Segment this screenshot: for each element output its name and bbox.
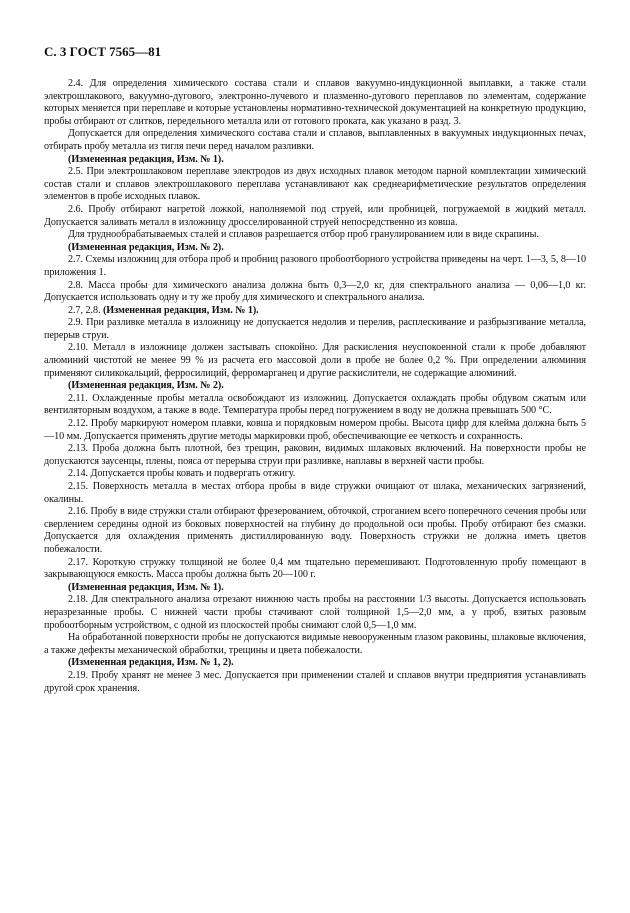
- amendment-note: (Измененная редакция, Изм. № 2).: [68, 380, 224, 392]
- paragraph: Для труднообрабатываемых сталей и сплавов разрешается отбор проб гранулированием или в виде скрапины.: [68, 229, 539, 241]
- page-header: С. 3 ГОСТ 7565—81: [44, 44, 162, 59]
- paragraph: 2.19. Пробу хранят не менее 3 мес. Допускается при применении сталей и сплавов внутри предприятия устанавливать другой срок хранения.: [44, 669, 586, 694]
- paragraph: 2.5. При электрошлаковом переплаве электродов из двух исходных плавок методом парной комплектации химический состав стали и сплавов электрошлакового переплава устанавливают как среднеарифметические результатов определения элементов в пробе исходных плавок.: [44, 166, 586, 203]
- paragraph: 2.13. Проба должна быть плотной, без трещин, раковин, видимых шлаковых включений. На поверхности пробы не допускаются заусенцы, плены, пояса от перерыва струи при разливке, наплавы в верхней части пробы.: [44, 443, 586, 467]
- paragraph: 2.17. Короткую стружку толщиной не более 0,4 мм тщательно перемешивают. Подготовленную пробу помещают в закрывающуюся емкость. Масса пробы должна быть 20—100 г.: [44, 556, 586, 581]
- paragraph: 2.4. Для определения химического состава стали и сплавов вакуумно-индукционной выплавки, а также стали электрошлакового, вакуумно-дугового, электронно-лучевого и плазменно-дугового переплавов по элементам, содержание которых меняется при переплаве и которые установлены нормативно-технической документацией на конкретную продукцию, пробы отбирают от слитков, передельного металла или от готового проката, как указано в разд. 3.: [44, 78, 586, 127]
- paragraph: 2.7. Схемы изложниц для отбора проб и пробниц разового пробоотборного устройства приведены на черт. 1—3, 5, 8—10 приложения 1.: [44, 254, 586, 278]
- paragraph: На обработанной поверхности пробы не допускаются видимые невооруженным глазом раковины, шлаковые включения, а также дефекты механической обработки, трещины и цвета побежалости.: [44, 632, 586, 656]
- amendment-note: (Измененная редакция, Изм. № 1).: [68, 581, 224, 593]
- paragraph: [44, 305, 586, 318]
- paragraph: 2.6. Пробу отбирают нагретой ложкой, наполняемой под струей, или пробницей, погружаемой в жидкий металл. Допускается заливать металл в изложницу дросселированной струей непосредственно из ковша.: [44, 203, 586, 228]
- paragraph: 2.11. Охлажденные пробы металла освобождают из изложниц. Допускается охлаждать пробы обдувом сжатым или вентиляторным воздухом, а также в воде. Температура пробы перед погружением в воду не должна превышать 500 °С.: [44, 392, 586, 417]
- paragraph: 2.8. Масса пробы для химического анализа должна быть 0,3—2,0 кг, для спектрального анализа — 0,06—1,0 кг. Допускается использовать одну и ту же пробу для химического и спектрального анализа.: [44, 279, 586, 304]
- paragraph: 2.12. Пробу маркируют номером плавки, ковша и порядковым номером пробы. Высота цифр для клейма должна быть 5—10 мм. Допускается применять другие методы маркировки проб, обеспечивающие ее четкость и сохранность.: [44, 418, 586, 442]
- document-body: [44, 78, 586, 695]
- amendment-note: (Измененная редакция, Изм. № 1).: [68, 153, 224, 165]
- paragraph-number: 2.7, 2.8.: [68, 304, 103, 316]
- paragraph: Допускается для определения химического состава стали и сплавов, выплавленных в вакуумных индукционных печах, отбирать пробу металла из тигля печи перед началом разливки.: [44, 128, 586, 152]
- amendment-note: (Измененная редакция, Изм. № 2).: [68, 241, 224, 253]
- paragraph: 2.15. Поверхность металла в местах отбора пробы в виде стружки очищают от шлака, механических загрязнений, окалины.: [44, 481, 586, 505]
- amendment-note: (Измененная редакция, Изм. № 1).: [102, 304, 259, 316]
- paragraph: 2.16. Пробу в виде стружки стали отбирают фрезерованием, обточкой, строганием всего поперечного сечения пробы или сверлением середины одной из боковых поверхностей на глубину до продольной оси пробы. Пробу отбирают без смазки. Допускается для охлаждения применять дистиллированную воду. Поверхность стружки не должна иметь цветов побежалости.: [44, 506, 586, 555]
- paragraph: 2.9. При разливке металла в изложницу не допускается недолив и перелив, расплескивание и разбрызгивание металла, перерыв струи.: [44, 317, 586, 341]
- paragraph: 2.10. Металл в изложнице должен застывать спокойно. Для раскисления неуспокоенной стали к пробе добавляют алюминий чистотой не менее 99 % из расчета его массовой доли в пробе не более 0,2 %. При определении алюминия применяют силикокальций, ферросилиций, ферромарганец и другие раскислители, не содержащие алюминий.: [44, 342, 586, 379]
- amendment-note: (Измененная редакция, Изм. № 1, 2).: [68, 657, 234, 669]
- paragraph: 2.14. Допускается пробы ковать и подвергать отжигу.: [68, 468, 296, 480]
- paragraph: 2.18. Для спектрального анализа отрезают нижнюю часть пробы на расстоянии 1/3 высоты. Допускается использовать неразрезанные пробы. С нижней части пробы стачивают слой толщиной 1,5—2,0 мм, а у проб, взятых разовым пробоотборным устройством, с одной из плоскостей пробы снимают слой 0,5—1,0 мм.: [44, 594, 586, 631]
